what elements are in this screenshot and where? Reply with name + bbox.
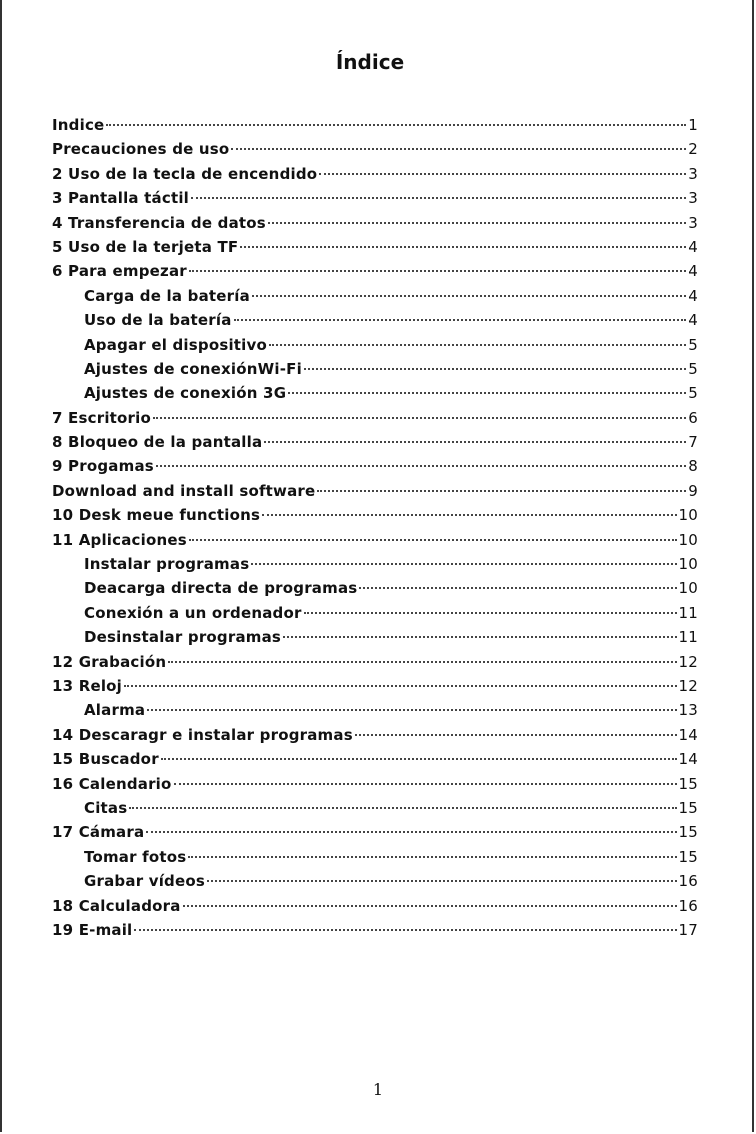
toc-leader-dots <box>269 344 686 346</box>
toc-entry[interactable] <box>52 820 698 844</box>
toc-entry[interactable] <box>52 430 698 454</box>
toc-entry-label: Ajustes de conexiónWi-Fi <box>84 359 302 378</box>
toc-entry-label: Tomar fotos <box>84 847 187 866</box>
toc-entry-page: 15 <box>678 823 698 842</box>
toc-entry-label: Uso de la batería <box>84 311 232 330</box>
toc-leader-dots <box>189 539 677 541</box>
toc-entry-page: 14 <box>678 750 698 769</box>
toc-entry-page: 12 <box>678 652 698 671</box>
toc-entry[interactable] <box>52 137 698 161</box>
toc-entry[interactable] <box>52 357 698 381</box>
toc-entry-page: 4 <box>688 286 698 305</box>
toc-entry-page: 3 <box>688 164 698 183</box>
toc-entry-page: 15 <box>678 847 698 866</box>
toc-entry-page: 8 <box>688 457 698 476</box>
toc-entry-page: 9 <box>688 481 698 500</box>
toc-entry-page: 17 <box>678 920 698 939</box>
toc-entry[interactable] <box>52 284 698 308</box>
toc-leader-dots <box>304 612 677 614</box>
toc-entry[interactable] <box>52 503 698 527</box>
toc-entry-label: 18 Calculadora <box>52 896 181 915</box>
toc-entry-label: 14 Descaragr e instalar programas <box>52 725 353 744</box>
toc-leader-dots <box>251 563 676 565</box>
table-of-contents <box>52 113 698 942</box>
toc-entry-page: 15 <box>678 774 698 793</box>
toc-entry-page: 1 <box>688 116 698 134</box>
toc-entry-page: 10 <box>678 506 698 525</box>
toc-leader-dots <box>174 783 677 785</box>
toc-entry-page: 14 <box>678 725 698 744</box>
toc-entry-label: Desinstalar programas <box>84 628 282 647</box>
toc-entry-label: Alarma <box>84 701 146 720</box>
toc-leader-dots <box>317 490 686 492</box>
toc-leader-dots <box>124 685 676 687</box>
toc-entry[interactable] <box>52 845 698 869</box>
toc-leader-dots <box>191 197 686 199</box>
toc-entry-label: 4 Transferencia de datos <box>52 213 266 232</box>
toc-entry-label: Carga de la batería <box>84 286 250 305</box>
toc-leader-dots <box>207 880 677 882</box>
toc-entry[interactable] <box>52 601 698 625</box>
toc-entry-label: Apagar el dispositivo <box>84 335 267 354</box>
toc-entry-label: 7 Escritorio <box>52 408 151 427</box>
toc-entry[interactable] <box>52 796 698 820</box>
toc-entry[interactable] <box>52 186 698 210</box>
toc-entry[interactable] <box>52 479 698 503</box>
toc-entry-page: 5 <box>688 384 698 403</box>
toc-entry[interactable] <box>52 698 698 722</box>
toc-entry-label: 13 Reloj <box>52 676 123 695</box>
toc-entry-label: 3 Pantalla táctil <box>52 189 190 208</box>
toc-entry-label: 10 Desk meue functions <box>52 506 261 525</box>
toc-leader-dots <box>129 807 676 809</box>
toc-leader-dots <box>288 392 686 394</box>
toc-leader-dots <box>161 758 677 760</box>
toc-entry-label: Precauciones de uso <box>52 140 230 159</box>
toc-entry[interactable] <box>52 259 698 283</box>
toc-leader-dots <box>188 856 676 858</box>
toc-entry[interactable] <box>52 454 698 478</box>
toc-entry[interactable] <box>52 406 698 430</box>
toc-leader-dots <box>146 831 676 833</box>
toc-entry-page: 2 <box>688 140 698 159</box>
toc-leader-dots <box>319 173 686 175</box>
toc-entry-label: 9 Progamas <box>52 457 154 476</box>
toc-entry-page: 13 <box>678 701 698 720</box>
toc-entry[interactable] <box>52 723 698 747</box>
toc-entry-page: 7 <box>688 433 698 452</box>
toc-entry-page: 16 <box>678 872 698 891</box>
toc-entry-page: 11 <box>678 603 698 622</box>
toc-leader-dots <box>134 929 676 931</box>
toc-entry-page: 4 <box>688 237 698 256</box>
toc-entry-page: 10 <box>678 555 698 574</box>
toc-leader-dots <box>168 661 676 663</box>
toc-leader-dots <box>231 148 686 150</box>
toc-leader-dots <box>106 124 686 126</box>
toc-entry-page: 16 <box>678 896 698 915</box>
toc-entry-label: Conexión a un ordenador <box>84 603 302 622</box>
toc-entry-label: Instalar programas <box>84 555 250 574</box>
toc-entry-label: 11 Aplicaciones <box>52 530 187 549</box>
toc-leader-dots <box>359 587 676 589</box>
toc-entry-label: 19 E-mail <box>52 920 133 939</box>
toc-entry[interactable] <box>52 747 698 771</box>
toc-leader-dots <box>153 417 686 419</box>
toc-leader-dots <box>264 441 686 443</box>
toc-entry[interactable] <box>52 674 698 698</box>
toc-entry-label: Download and install software <box>52 481 316 500</box>
toc-entry[interactable] <box>52 528 698 552</box>
toc-entry[interactable] <box>52 113 698 137</box>
toc-entry-page: 6 <box>688 408 698 427</box>
toc-entry-page: 10 <box>678 579 698 598</box>
toc-entry-label: Ajustes de conexión 3G <box>84 384 287 403</box>
toc-entry-label: 17 Cámara <box>52 823 145 842</box>
toc-entry-label: 5 Uso de la terjeta TF <box>52 237 239 256</box>
toc-entry-page: 15 <box>678 798 698 817</box>
toc-entry[interactable] <box>52 333 698 357</box>
toc-entry[interactable] <box>52 211 698 235</box>
toc-entry[interactable] <box>52 381 698 405</box>
page-number: 1 <box>372 1080 384 1099</box>
toc-leader-dots <box>156 465 686 467</box>
toc-leader-dots <box>147 709 676 711</box>
toc-entry-page: 4 <box>688 311 698 330</box>
toc-leader-dots <box>252 295 686 297</box>
toc-leader-dots <box>183 905 677 907</box>
toc-leader-dots <box>189 270 686 272</box>
toc-entry[interactable] <box>52 308 698 332</box>
toc-entry-page: 5 <box>688 335 698 354</box>
toc-entry-page: 3 <box>688 189 698 208</box>
toc-entry[interactable] <box>52 625 698 649</box>
page-title: Índice <box>335 50 405 74</box>
toc-entry-page: 4 <box>688 262 698 281</box>
toc-entry[interactable] <box>52 235 698 259</box>
toc-entry[interactable] <box>52 650 698 674</box>
toc-entry-label: 16 Calendario <box>52 774 172 793</box>
toc-entry-label: 8 Bloqueo de la pantalla <box>52 433 263 452</box>
toc-entry-page: 11 <box>678 628 698 647</box>
toc-entry-label: 2 Uso de la tecla de encendido <box>52 164 318 183</box>
toc-entry-page: 10 <box>678 530 698 549</box>
toc-leader-dots <box>268 222 686 224</box>
toc-entry[interactable] <box>52 918 698 942</box>
toc-entry[interactable] <box>52 576 698 600</box>
toc-entry[interactable] <box>52 772 698 796</box>
toc-entry-label: Grabar vídeos <box>84 872 205 891</box>
toc-leader-dots <box>355 734 677 736</box>
toc-entry-label: 15 Buscador <box>52 750 159 769</box>
toc-entry-label: 6 Para empezar <box>52 262 187 281</box>
toc-entry[interactable] <box>52 894 698 918</box>
toc-leader-dots <box>304 368 686 370</box>
toc-entry-label: 12 Grabación <box>52 652 167 671</box>
toc-entry-label: Citas <box>84 798 128 817</box>
toc-entry-page: 5 <box>688 359 698 378</box>
toc-leader-dots <box>262 514 676 516</box>
toc-leader-dots <box>240 246 686 248</box>
toc-entry[interactable] <box>52 552 698 576</box>
toc-entry[interactable] <box>52 869 698 893</box>
toc-entry-page: 3 <box>688 213 698 232</box>
toc-entry-page: 12 <box>678 676 698 695</box>
toc-leader-dots <box>234 319 686 321</box>
toc-entry-label: Deacarga directa de programas <box>84 579 358 598</box>
toc-leader-dots <box>283 636 676 638</box>
toc-entry-label: Indice <box>52 116 105 134</box>
toc-entry[interactable] <box>52 162 698 186</box>
